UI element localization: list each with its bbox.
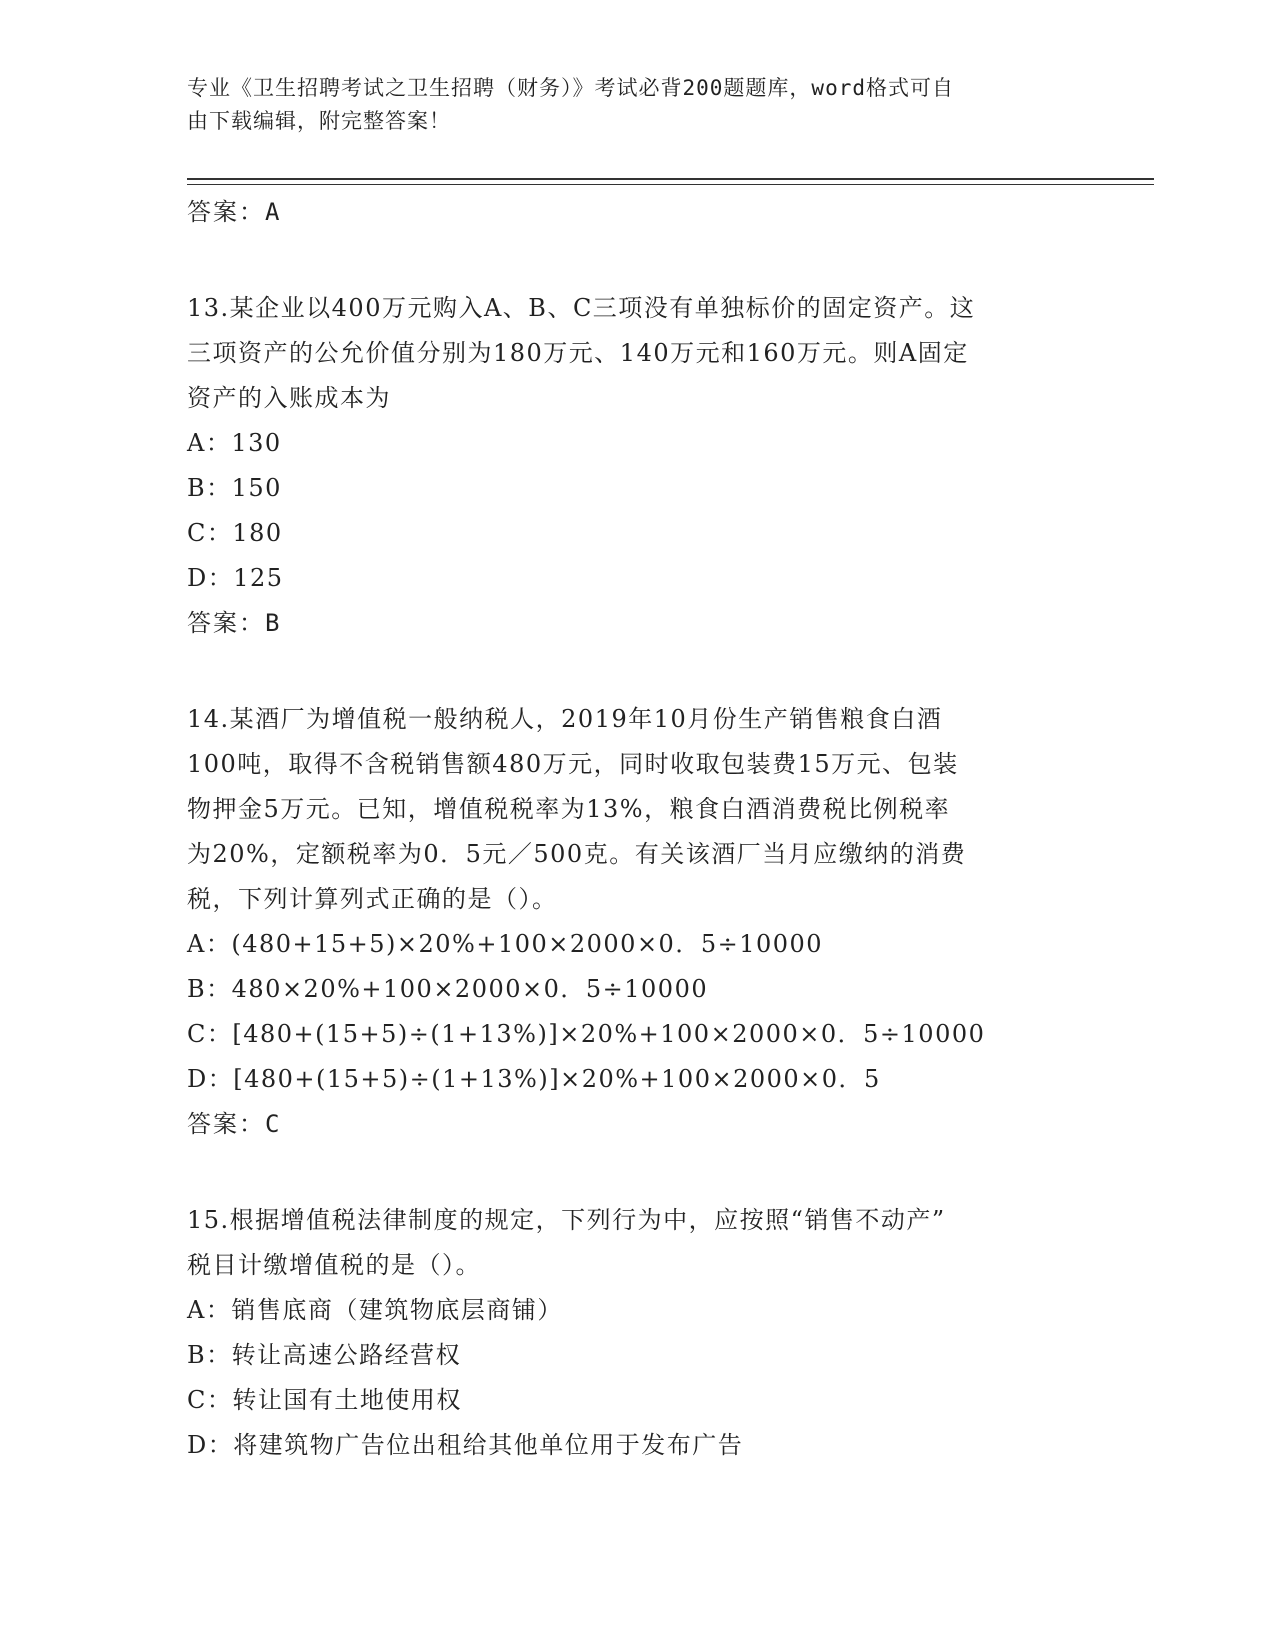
header-divider: [187, 178, 1154, 180]
answer-line: 答案：A: [187, 198, 282, 226]
option-b: B：转让高速公路经营权: [187, 1341, 462, 1369]
option-d: D：[480+(15+5)÷(1+13%)]×20%+100×2000×0．5: [187, 1065, 881, 1093]
option-d: D：将建筑物广告位出租给其他单位用于发布广告: [187, 1431, 744, 1459]
question-stem: 13.某企业以400万元购入A、B、C三项没有单独标价的固定资产。这: [187, 294, 976, 322]
answer-line: 答案：C: [187, 1110, 282, 1138]
question-list: [187, 190, 1087, 1468]
question-15: [187, 1198, 1087, 1468]
question-stem: 物押金5万元。已知，增值税税率为13%，粮食白酒消费税比例税率: [187, 795, 951, 823]
option-c: C：[480+(15+5)÷(1+13%)]×20%+100×2000×0．5÷10000: [187, 1020, 986, 1048]
question-14: [187, 697, 1087, 1146]
header-divider: [187, 184, 1154, 185]
option-d: D：125: [187, 564, 284, 592]
answer-line: 答案：B: [187, 609, 282, 637]
header-line: 专业《卫生招聘考试之卫生招聘（财务）》考试必背200题题库，word格式可自: [187, 76, 954, 100]
option-c: C：180: [187, 519, 283, 547]
question-stem: 税目计缴增值税的是（）。: [187, 1251, 481, 1279]
question-stem: 15.根据增值税法律制度的规定，下列行为中，应按照“销售不动产”: [187, 1206, 946, 1234]
option-b: B：480×20%+100×2000×0．5÷10000: [187, 975, 709, 1003]
question-stem: 资产的入账成本为: [187, 384, 391, 412]
question-stem: 三项资产的公允价值分别为180万元、140万元和160万元。则A固定: [187, 339, 969, 367]
option-c: C：转让国有土地使用权: [187, 1386, 462, 1414]
question-13: [187, 286, 1087, 645]
question-stem: 100吨，取得不含税销售额480万元，同时收取包装费15万元、包装: [187, 750, 959, 778]
option-b: B：150: [187, 474, 282, 502]
option-a: A：销售底商（建筑物底层商铺）: [187, 1296, 563, 1324]
question-stem: 14.某酒厂为增值税一般纳税人，2019年10月份生产销售粮食白酒: [187, 705, 943, 733]
question-stem: 为20%，定额税率为0．5元／500克。有关该酒厂当月应缴纳的消费: [187, 840, 967, 868]
document-header: [187, 72, 1067, 138]
question-stem: 税，下列计算列式正确的是（）。: [187, 885, 558, 913]
header-line: 由下载编辑，附完整答案！: [187, 109, 451, 133]
option-a: A：(480+15+5)×20%+100×2000×0．5÷10000: [187, 930, 824, 958]
option-a: A：130: [187, 429, 282, 457]
